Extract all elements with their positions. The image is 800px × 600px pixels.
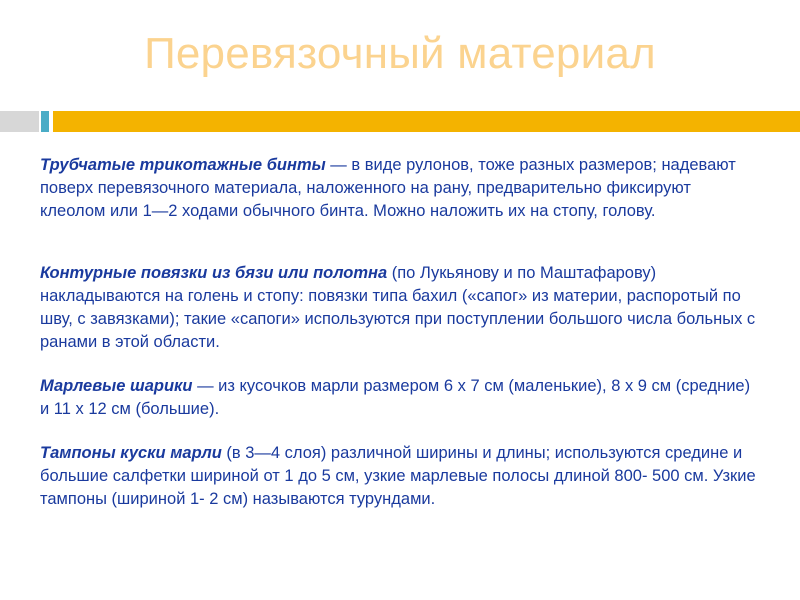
paragraph-term: Контурные повязки из бязи или полотна [40, 264, 388, 282]
paragraph-tampons [40, 442, 760, 511]
paragraph-term: Трубчатые трикотажные бинты [40, 156, 326, 174]
paragraph-term: Марлевые шарики [40, 377, 193, 395]
accent-bar-gold [53, 111, 800, 132]
paragraph-term: Тампоны куски марли [40, 444, 222, 462]
paragraph-text: — в виде рулонов, тоже разных размеров; надевают поверх перевязочного материала, наложенного на рану, предварительно фиксируют клеолом или 1—2 ходами обычного бинта. Можно наложить их на стопу, голову. [40, 156, 736, 220]
slide-title: Перевязочный материал [144, 29, 656, 78]
accent-bar-blue [41, 111, 49, 132]
paragraph-text: — из кусочков марли размером 6 х 7 см (маленькие), 8 х 9 см (средние) и 11 х 12 см (большие). [40, 377, 751, 418]
paragraph-contour-dressings [40, 262, 760, 354]
paragraph-tubular-bandages [40, 154, 760, 223]
accent-bar-gray [0, 111, 39, 132]
paragraph-gauze-balls [40, 375, 760, 421]
paragraph-text: (в 3—4 слоя) различной ширины и длины; используются средине и большие салфетки шириной от 1 до 5 см, узкие марлевые полосы длиной 800- 500 см. Узкие тампоны (шириной 1- 2 см) называются турундами. [40, 444, 756, 508]
paragraph-text: (по Лукьянову и по Маштафарову) накладываются на голень и стопу: повязки типа бахил («сапог» из материи, распоротый по шву, с завязками); такие «сапоги» используются при поступлении большого числа больных с ранами в этой области. [40, 264, 756, 351]
